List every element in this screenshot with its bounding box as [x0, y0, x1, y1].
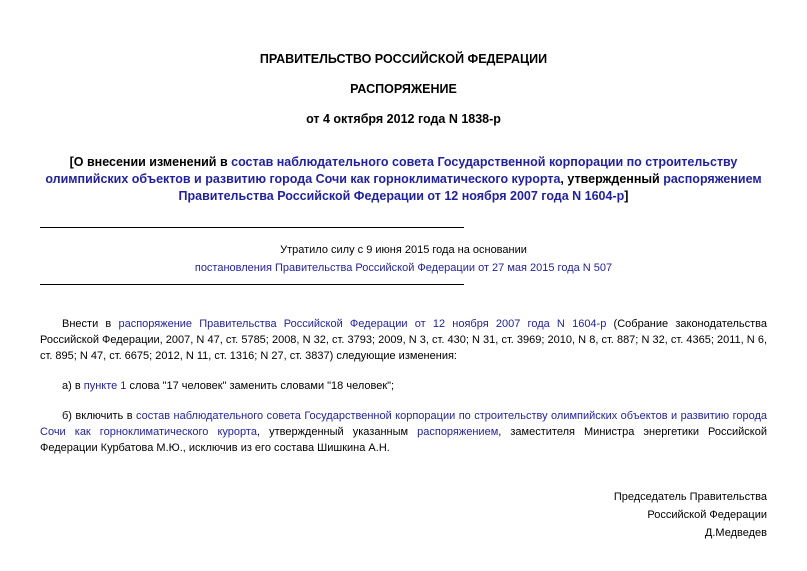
paragraph-intro-link[interactable]: распоряжение Правительства Российской Федерации от 12 ноября 2007 года N 1604-р — [118, 318, 607, 330]
repeal-note-line2 — [40, 262, 767, 274]
signature-name: Д.Медведев — [704, 527, 767, 539]
item-b-mid: , утвержденный указанным — [256, 426, 418, 438]
signature-block — [614, 488, 767, 542]
document-title — [40, 154, 767, 205]
item-a-post: слова "17 человек" заменить словами "18 человек"; — [126, 380, 395, 392]
paragraph-item-b — [40, 408, 767, 456]
paragraph-intro — [40, 316, 767, 364]
item-a-link[interactable]: пункте 1 — [83, 380, 127, 392]
item-b-link-council[interactable]: состав наблюдательного совета Государственной корпорации по строительству олимпийских объектов и развитию города Сочи как горноклиматического курорта — [40, 410, 768, 438]
item-b-link-decree[interactable]: распоряжением — [417, 426, 499, 438]
item-a-pre: а) в — [62, 380, 84, 392]
title-close-bracket: ] — [624, 189, 629, 203]
signature-position: Председатель Правительства — [613, 491, 767, 503]
item-b-post: , заместителя Министра энергетики Российской Федерации Курбатова М.Ю., исключив из его состава Шишкина А.Н. — [40, 426, 767, 454]
title-link-decree-1604[interactable]: распоряжением Правительства Российской Федерации от 12 ноября 2007 года N 1604-р — [178, 172, 762, 203]
title-open-bracket: [О внесении изменений в — [69, 155, 232, 169]
document-date-number: от 4 октября 2012 года N 1838-р — [306, 112, 501, 126]
title-middle-text: , утвержденный — [560, 172, 664, 186]
government-heading: ПРАВИТЕЛЬСТВО РОССИЙСКОЙ ФЕДЕРАЦИИ — [259, 52, 548, 66]
signature-country: Российской Федерации — [647, 509, 767, 521]
repeal-note-line1: Утратило силу с 9 июня 2015 года на основании — [280, 244, 527, 256]
title-link-council-composition[interactable]: состав наблюдательного совета Государственной корпорации по строительству олимпийских объектов и развитию города Сочи как горноклиматического курорта — [45, 155, 738, 186]
paragraph-intro-pre: Внести в — [62, 318, 119, 330]
item-b-pre: б) включить в — [62, 410, 136, 422]
divider-bottom — [40, 284, 464, 285]
repeal-note-link[interactable]: постановления Правительства Российской Федерации от 27 мая 2015 года N 507 — [194, 262, 613, 274]
paragraph-intro-post: (Собрание законодательства Российской Федерации, 2007, N 47, ст. 5785; 2008, N 32, ст. 3793; 2009, N 3, ст. 430; N 31, ст. 3969; 2010, N 8, ст. 887; N 32, ст. 4365; 2011, N 6, ст. 895; N 47, ст. 6675; 2012, N 11, ст. 1316; N 27, ст. 3837) следующие изменения: — [40, 318, 767, 362]
paragraph-item-a — [40, 378, 767, 394]
divider-top — [40, 227, 464, 228]
document-type-heading: РАСПОРЯЖЕНИЕ — [350, 82, 457, 96]
